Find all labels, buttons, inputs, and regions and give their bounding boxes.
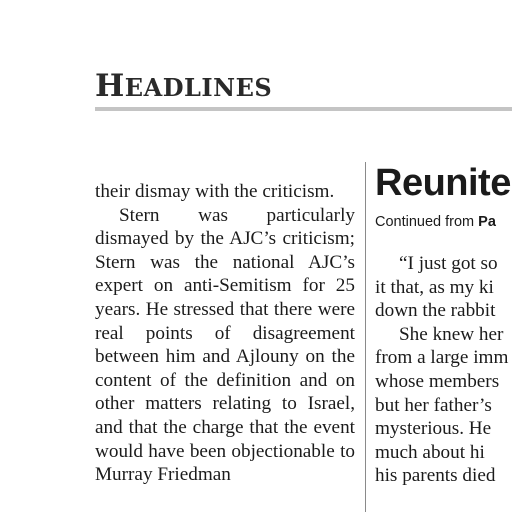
right-column <box>375 160 512 488</box>
paragraph-2: Stern was particularly dismayed by the AJC’s criticism; Stern was the national AJC’s expert on anti-Semitism for 25 years. He stressed that there were real points of disagreement between him and Ajlouny on the content of the definition and on other matters relating to Israel, and that the charge that the event would have been objectionable to Murray Friedman <box>95 204 355 486</box>
body-line: his parents died <box>375 465 496 487</box>
section-header-initial: H <box>95 68 125 104</box>
paragraph-1: their dismay with the criticism. <box>95 181 335 202</box>
body-line: down the rabbit <box>375 300 496 322</box>
continued-from-line <box>375 212 512 232</box>
section-header <box>95 66 272 108</box>
body-line: mysterious. He <box>375 418 492 440</box>
column-divider <box>365 162 366 512</box>
section-header-rest: EADLINES <box>124 73 273 102</box>
right-body <box>375 252 512 488</box>
continued-label: Continued from <box>375 214 479 230</box>
body-line: from a large imm <box>375 347 509 369</box>
continued-reference: Pa <box>478 214 496 230</box>
header-rule <box>95 107 512 111</box>
article-headline: Reunite <box>375 162 511 204</box>
left-column <box>95 180 355 487</box>
body-line: whose members <box>375 370 500 392</box>
body-line: but her father’s <box>375 394 492 416</box>
body-line: She knew her <box>399 323 504 345</box>
body-line: it that, as my ki <box>375 276 494 298</box>
body-line: “I just got so <box>399 253 498 274</box>
body-line: much about hi <box>375 441 485 463</box>
